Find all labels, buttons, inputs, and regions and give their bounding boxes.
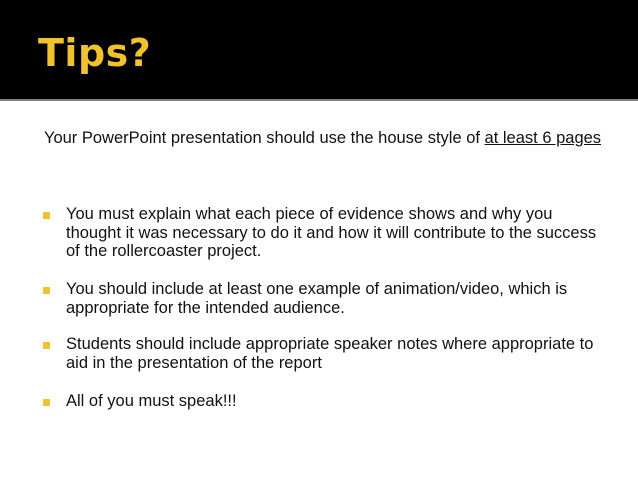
square-bullet-icon — [43, 342, 50, 349]
slide-title: Tips? — [38, 31, 152, 75]
square-bullet-icon — [43, 212, 50, 219]
square-bullet-icon — [43, 399, 50, 406]
intro-paragraph — [40, 128, 605, 149]
intro-text: Your PowerPoint presentation should use the house style of — [43, 129, 485, 147]
bullet-text: Students should include appropriate speaker notes where appropriate to aid in the presentation of the report — [66, 335, 594, 372]
bullet-text: You should include at least one example of animation/video, which is appropriate for the intended audience. — [66, 280, 568, 317]
intro-underlined-text: at least 6 pages — [484, 129, 602, 147]
bullet-text: All of you must speak!!! — [66, 392, 237, 410]
title-band — [0, 0, 638, 101]
square-bullet-icon — [43, 287, 50, 294]
bullet-text: You must explain what each piece of evidence shows and why you thought it was necessary to do it and how it will contribute to the success of the rollercoaster project. — [66, 205, 597, 260]
